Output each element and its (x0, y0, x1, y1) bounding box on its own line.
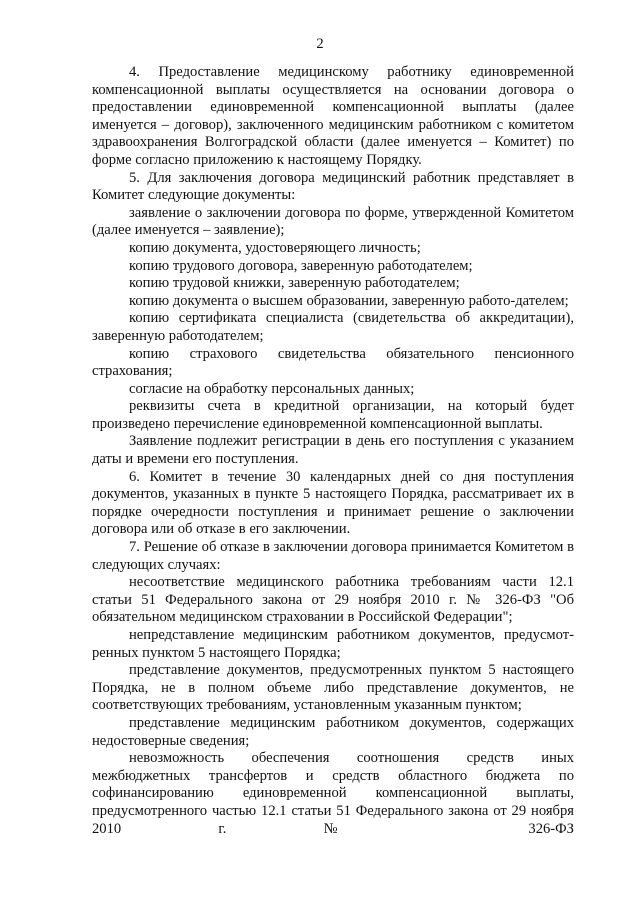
list-item: представление документов, предусмотренных пунктом 5 настоящего Порядка, не в полном объеме либо представление документов, не соответствующих требованиям, установленным указанным пунктом; (92, 662, 574, 714)
paragraph-7: 7. Решение об отказе в заключении договора принимается Комитетом в следующих случаях: (92, 539, 574, 573)
list-item: копию трудового договора, заверенную работодателем; (129, 257, 473, 274)
list-item: копию сертификата специалиста (свидетельства об аккредитации), заверенную работодателем; (92, 310, 574, 344)
list-item: несоответствие медицинского работника требованиям части 12.1 статьи 51 Федерального закона от 29 ноября 2010 г. № 326-ФЗ "Об обязательном медицинском страховании в Российской Федерации"; (92, 574, 574, 626)
list-item: согласие на обработку персональных данных; (129, 380, 415, 397)
list-item: копию трудовой книжки, заверенную работодателем; (129, 275, 460, 292)
list-item: копию документа о высшем образовании, заверенную работо-дателем; (129, 292, 569, 309)
list-item: непредставление медицинским работником документов, предусмот-ренных пунктом 5 настоящего Порядка; (92, 627, 574, 661)
list-item: представление медицинским работником документов, содержащих недостоверные сведения; (92, 714, 574, 749)
page-number: 2 (316, 36, 324, 52)
list-item: невозможность обеспечения соотношения средств иных межбюджетных трансфертов и средств областного бюджета по софинансированию единовременной компенсационной выплаты, предусмотренного частью 12.1 статьи 51 Федерального закона от 29 ноября 2010 г. № 326-ФЗ (92, 750, 574, 837)
document-body (92, 64, 574, 838)
paragraph-4: 4. Предоставление медицинскому работнику единовременной компенсационной выплаты осуществляется на основании договора о предоставлении единовременной компенсационной выплаты (далее именуется – договор), заключенного медицинским работником с комитетом здравоохранения Волгоградской области (далее именуется – Комитет) по форме согласно приложению к настоящему Порядку. (92, 64, 574, 168)
list-item: копию документа, удостоверяющего личность; (129, 239, 421, 256)
list-item: заявление о заключении договора по форме, утвержденной Комитетом (далее именуется – заявление); (92, 204, 574, 239)
paragraph-6: 6. Комитет в течение 30 календарных дней со дня поступления документов, указанных в пункте 5 настоящего Порядка, рассматривает их в порядке очередности поступления и принимает решение о заключении договора или об отказе в его заключении. (92, 468, 574, 538)
paragraph-5: 5. Для заключения договора медицинский работник представляет в Комитет следующие документы: (92, 169, 574, 204)
paragraph-registration: Заявление подлежит регистрации в день его поступления с указанием даты и времени его поступления. (92, 433, 574, 468)
list-item: копию страхового свидетельства обязательного пенсионного страхования; (92, 345, 574, 380)
list-item: реквизиты счета в кредитной организации, на который будет произведено перечисление единовременной компенсационной выплаты. (92, 398, 574, 432)
